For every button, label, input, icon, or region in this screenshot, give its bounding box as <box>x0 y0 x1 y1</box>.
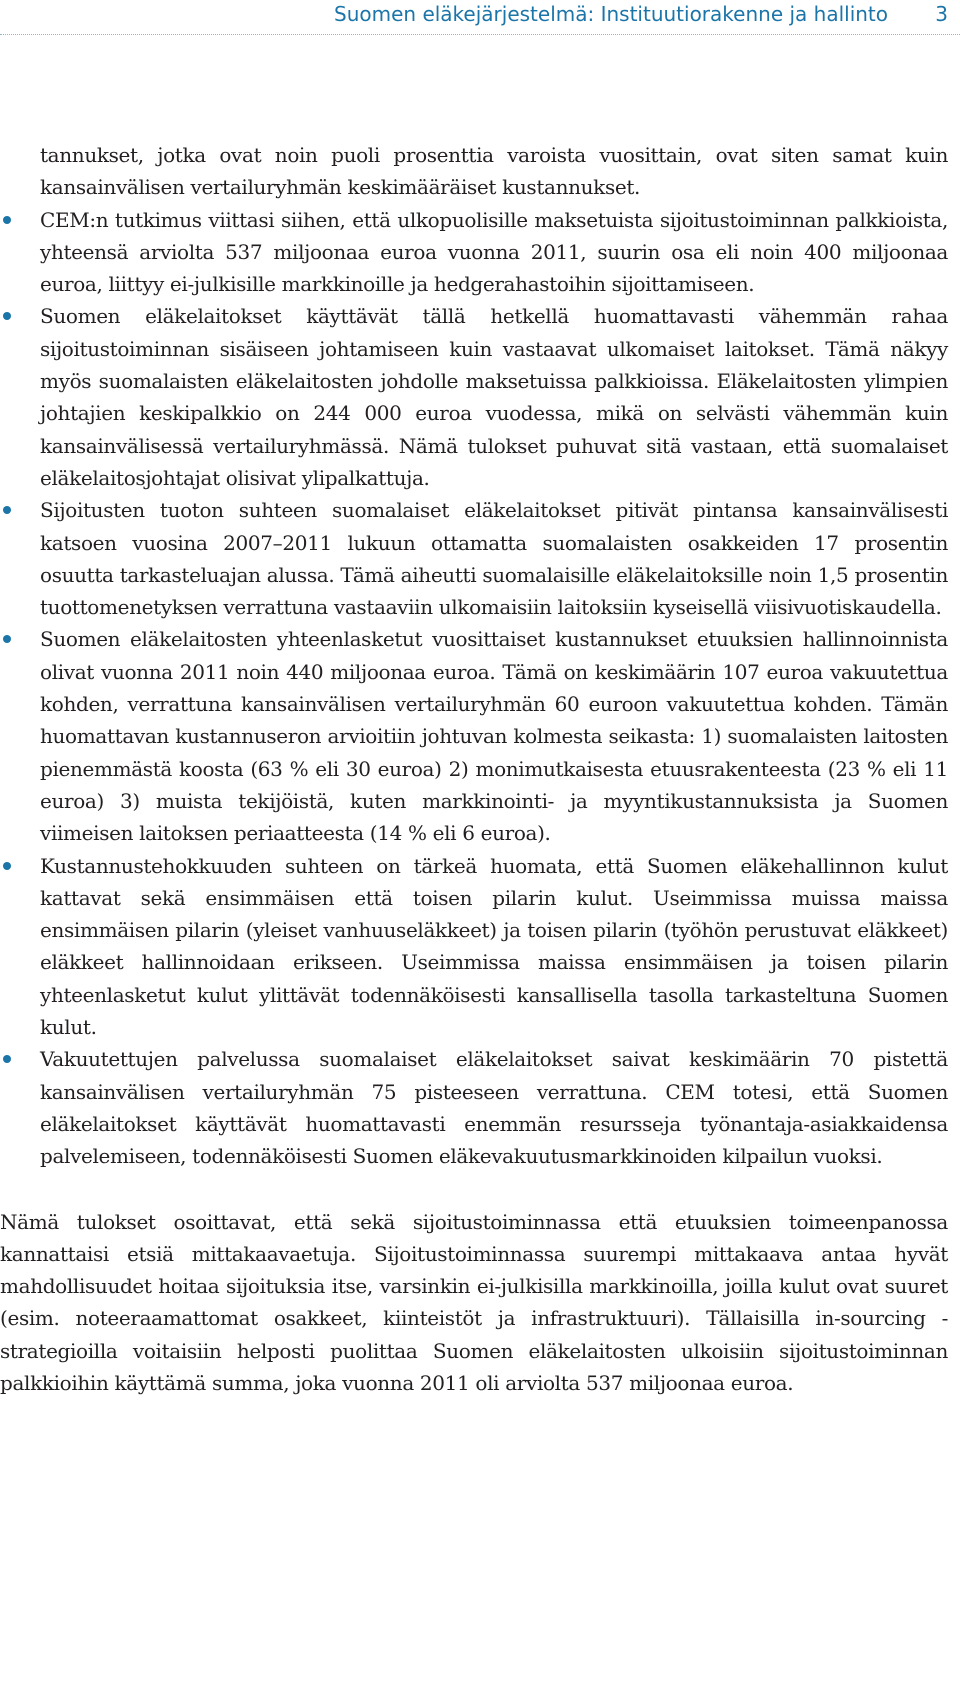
bullet-icon <box>3 506 11 514</box>
list-item-text: CEM:n tutkimus viittasi siihen, että ulkopuolisille maksetuista sijoitustoiminnan palkkioista, yhteensä arviolta 537 miljoonaa euroa vuonna 2011, suurin osa eli noin 400 miljoonaa euroa, liittyy ei-julkisille markkinoille ja hedgerahastoihin sijoittamiseen. <box>40 207 948 297</box>
list-item <box>0 850 948 1044</box>
page-number: 3 <box>935 2 948 26</box>
bullet-list <box>0 204 948 1173</box>
continued-paragraph: tannukset, jotka ovat noin puoli prosenttia varoista vuosittain, ovat siten samat kuin kansainvälisen vertailuryhmän keskimääräiset kustannukset. <box>40 143 948 200</box>
list-item-text: Kustannustehokkuuden suhteen on tärkeä huomata, että Suomen eläkehallinnon kulut kattavat sekä ensimmäisen että toisen pilarin kulut. Useimmissa muissa maissa ensimmäisen pilarin (yleiset vanhuuseläkkeet) ja toisen pilarin (työhön perustuvat eläkkeet) eläkkeet hallinnoidaan erikseen. Useimmissa maissa ensimmäisen ja toisen pilarin yhteenlasketut kulut ylittävät todennäköisesti kansallisella tasolla tarkasteltuna Suomen kulut. <box>40 853 948 1040</box>
closing-paragraph: Nämä tulokset osoittavat, että sekä sijoitustoiminnassa että etuuksien toimeenpanossa kannattaisi etsiä mittakaavaetuja. Sijoitustoiminnassa suurempi mittakaava antaa hyvät mahdollisuudet hoitaa sijoituksia itse, varsinkin ei-julkisilla markkinoilla, joilla kulut ovat suuret (esim. noteeraamattomat osakkeet, kiinteistöt ja infrastruktuuri). Tällaisilla in-sourcing -strategioilla voitaisiin helposti puolittaa Suomen eläkelaitosten ulkoisiin sijoitustoiminnan palkkioihin käyttämä summa, joka vuonna 2011 oli arviolta 537 miljoonaa euroa. <box>0 1209 948 1395</box>
list-item <box>0 494 948 623</box>
running-title: Suomen eläkejärjestelmä: Instituutiorakenne ja hallinto <box>334 2 888 26</box>
list-item <box>0 300 948 494</box>
bullet-icon <box>3 862 11 870</box>
bullet-icon <box>3 1055 11 1063</box>
bullet-icon <box>3 635 11 643</box>
list-item-text: Suomen eläkelaitosten yhteenlasketut vuosittaiset kustannukset etuuksien hallinnoinnista olivat vuonna 2011 noin 440 miljoonaa euroa. Tämä on keskimäärin 107 euroa vakuutettua kohden, verrattuna kansainvälisen vertailuryhmän 60 euroon vakuutettua kohden. Tämän huomattavan kustannuseron arvioitiin johtuvan kolmesta seikasta: 1) suomalaisten laitosten pienemmästä koosta (63 % eli 30 euroa) 2) monimutkaisesta etuusrakenteesta (23 % eli 11 euroa) 3) muista tekijöistä, kuten markkinointi- ja myyntikustannuksista ja Suomen viimeisen laitoksen periaatteesta (14 % eli 6 euroa). <box>40 627 948 846</box>
list-item <box>0 204 948 301</box>
list-item <box>0 623 948 849</box>
list-item <box>0 1043 948 1172</box>
running-header <box>0 0 960 35</box>
list-item-text: Sijoitusten tuoton suhteen suomalaiset eläkelaitokset pitivät pintansa kansainvälisesti katsoen vuosina 2007–2011 lukuun ottamatta suomalaisten osakkeiden 17 prosentin osuutta tarkasteluajan alussa. Tämä aiheutti suomalaisille eläkelaitoksille noin 1,5 prosentin tuottomenetyksen verrattuna vastaaviin ulkomaisiin laitoksiin kyseisellä viisivuotiskaudella. <box>40 498 948 620</box>
body-text <box>0 139 948 1399</box>
list-item-text: Suomen eläkelaitokset käyttävät tällä hetkellä huomattavasti vähemmän rahaa sijoitustoiminnan sisäiseen johtamiseen kuin vastaavat ulkomaiset laitokset. Tämä näkyy myös suomalaisten eläkelaitosten johdolle maksetuissa palkkioissa. Eläkelaitosten ylimpien johtajien keskipalkkio on 244 000 euroa vuodessa, mikä on selvästi vähemmän kuin kansainvälisessä vertailuryhmässä. Nämä tulokset puhuvat sitä vastaan, että suomalaiset eläkelaitosjohtajat olisivat ylipalkattuja. <box>40 304 948 490</box>
bullet-icon <box>3 216 11 224</box>
list-item-text: Vakuutettujen palvelussa suomalaiset eläkelaitokset saivat keskimäärin 70 pistettä kansainvälisen vertailuryhmän 75 pisteeseen verrattuna. CEM totesi, että Suomen eläkelaitokset käyttävät huomattavasti enemmän resursseja työnantaja-asiakkaidensa palvelemiseen, todennäköisesti Suomen eläkevakuutusmarkkinoiden kilpailun vuoksi. <box>40 1047 948 1169</box>
bullet-icon <box>3 312 11 320</box>
